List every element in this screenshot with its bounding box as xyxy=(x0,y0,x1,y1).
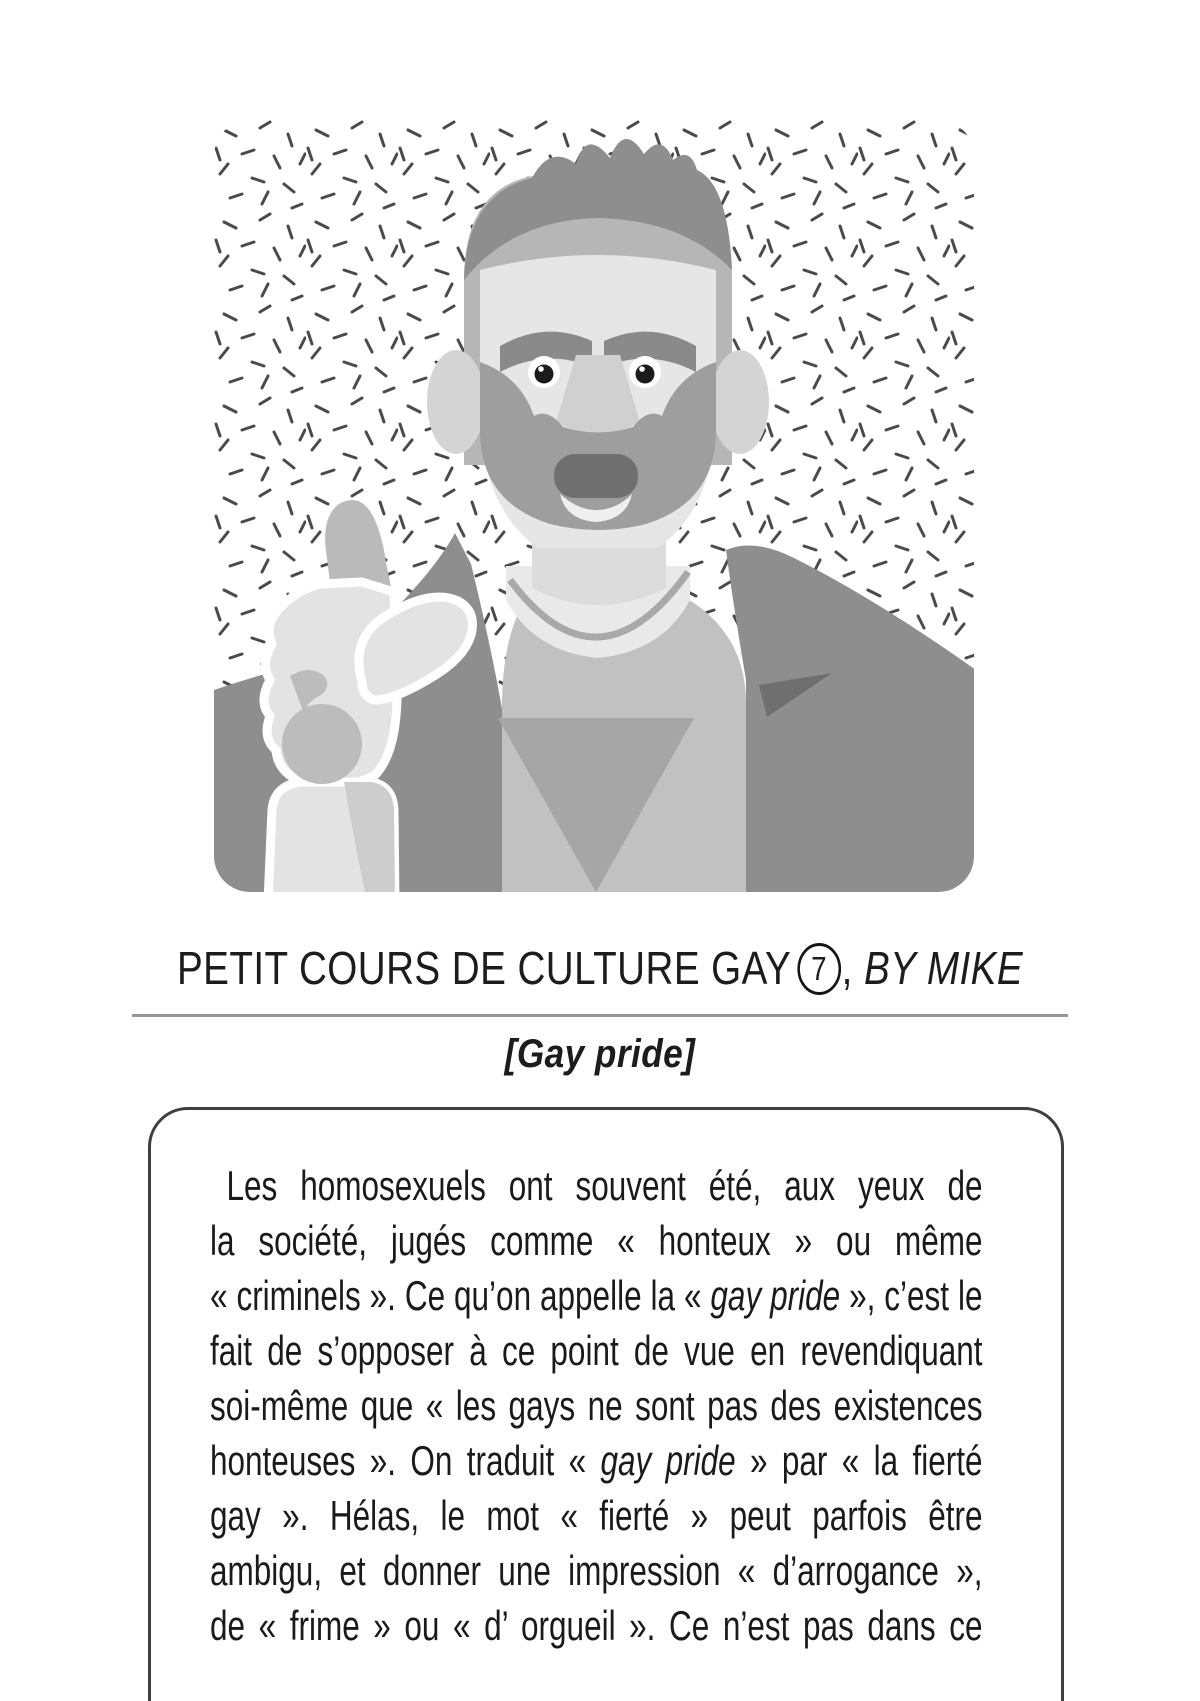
chapter-number: 7 xyxy=(811,950,827,987)
body-line: soi-même que « les gays ne sont pas des existences xyxy=(210,1382,983,1429)
body-line: la société, jugés comme « honteux » ou même xyxy=(210,1217,983,1264)
folded-fingers xyxy=(282,704,362,784)
body-line: gay ». Hélas, le mot « fierté » peut parfois être xyxy=(210,1492,983,1539)
body-line: fait de s’opposer à ce point de vue en revendiquant xyxy=(210,1327,983,1374)
body-line: de « frime » ou « d’ orgueil ». Ce n’est pas dans ce xyxy=(210,1602,983,1649)
title-text: PETIT COURS DE CULTURE GAY xyxy=(176,942,792,994)
title-byline: BY MIKE xyxy=(864,942,1024,994)
title-divider-rule xyxy=(132,1014,1068,1017)
bearded-man-illustration xyxy=(214,120,974,892)
body-line: honteuses ». On traduit « gay pride » par « la fierté xyxy=(210,1437,983,1484)
circled-number-7 xyxy=(797,943,841,995)
body-line: Les homosexuels ont souvent été, aux yeux de xyxy=(226,1162,983,1209)
illustration-frame xyxy=(214,120,974,892)
mouth xyxy=(554,454,638,498)
body-line: ambigu, et donner une impression « d’arrogance », xyxy=(210,1547,983,1594)
left-ear xyxy=(427,350,485,454)
lesson-paragraph xyxy=(210,1158,983,1653)
right-ear xyxy=(711,350,769,454)
title-separator: , xyxy=(841,942,853,994)
lesson-text-box xyxy=(148,1107,1064,1701)
page-subtitle: [Gay pride] xyxy=(504,1031,696,1076)
page-title xyxy=(96,936,1104,1000)
body-line: « criminels ». Ce qu’on appelle la « gay pride », c’est le xyxy=(210,1272,983,1319)
